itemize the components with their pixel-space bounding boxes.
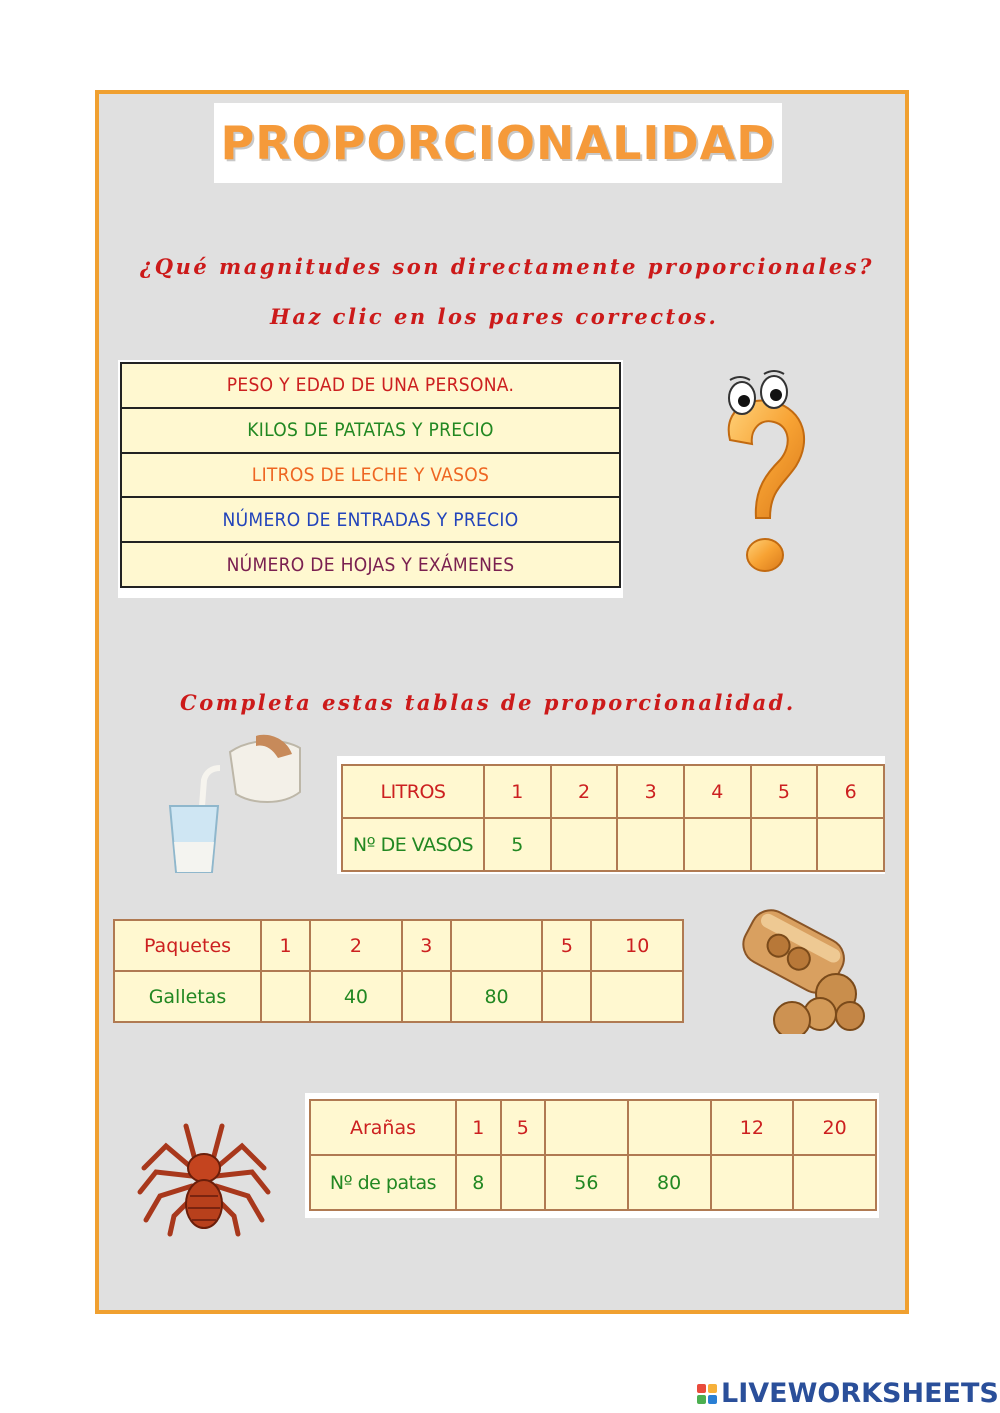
table-cell[interactable] (545, 1100, 628, 1155)
table-cell[interactable] (591, 971, 683, 1022)
table-header-cell: Arañas (310, 1100, 456, 1155)
liveworksheets-logo[interactable] (697, 1378, 999, 1409)
table-header-cell: Galletas (114, 971, 261, 1022)
table-spiders (309, 1099, 877, 1211)
table-header-cell: Paquetes (114, 920, 261, 971)
milk-pour-icon (160, 732, 308, 878)
table-header-cell: LITROS (342, 765, 484, 818)
table-cell[interactable] (261, 971, 310, 1022)
table-cell[interactable] (402, 971, 451, 1022)
logo-mark-icon (697, 1384, 717, 1404)
table-cell[interactable] (551, 818, 618, 871)
table-cell[interactable]: 56 (545, 1155, 628, 1210)
table-cell[interactable]: 40 (310, 971, 401, 1022)
table-instruction: Completa estas tablas de proporcionalidad. (180, 690, 796, 715)
table-cell[interactable] (793, 1155, 876, 1210)
table-cookies (113, 919, 684, 1023)
table-cell[interactable] (684, 818, 751, 871)
table-cell[interactable] (617, 818, 684, 871)
table-milk (341, 764, 885, 872)
table-cell[interactable]: 6 (817, 765, 884, 818)
table-cell[interactable]: 1 (456, 1100, 501, 1155)
table-cell[interactable] (542, 971, 591, 1022)
pair-option[interactable]: NÚMERO DE ENTRADAS Y PRECIO (120, 496, 621, 543)
table-cell[interactable]: 5 (751, 765, 818, 818)
cookies-icon (718, 902, 870, 1034)
logo-text: LIVEWORKSHEETS (721, 1378, 999, 1409)
table-cell[interactable]: 2 (310, 920, 401, 971)
pair-option[interactable]: NÚMERO DE HOJAS Y EXÁMENES (120, 541, 621, 588)
table-cell[interactable] (451, 920, 542, 971)
table-cell[interactable] (751, 818, 818, 871)
question-mark-icon (712, 368, 822, 578)
table-cell[interactable]: 1 (261, 920, 310, 971)
table-cell[interactable]: 5 (484, 818, 551, 871)
table-header-cell: Nº de patas (310, 1155, 456, 1210)
pairs-list (118, 360, 623, 598)
table-cell[interactable]: 20 (793, 1100, 876, 1155)
question-text: ¿Qué magnitudes son directamente proporcionales? (140, 254, 874, 279)
table-cell[interactable]: 8 (456, 1155, 501, 1210)
table-cell[interactable] (711, 1155, 794, 1210)
table-cell[interactable]: 80 (628, 1155, 711, 1210)
pair-option[interactable]: PESO Y EDAD DE UNA PERSONA. (120, 362, 621, 409)
table-cell[interactable]: 5 (542, 920, 591, 971)
table-cell[interactable]: 10 (591, 920, 683, 971)
table-cell[interactable]: 3 (617, 765, 684, 818)
table-cell[interactable]: 3 (402, 920, 451, 971)
table-cell[interactable]: 80 (451, 971, 542, 1022)
pair-option[interactable]: LITROS DE LECHE Y VASOS (120, 452, 621, 499)
title-banner (214, 103, 782, 183)
table-cell[interactable]: 1 (484, 765, 551, 818)
table-cell[interactable] (817, 818, 884, 871)
table-cell[interactable] (628, 1100, 711, 1155)
table-cell[interactable]: 5 (501, 1100, 546, 1155)
table-cell[interactable] (501, 1155, 546, 1210)
page-title: PROPORCIONALIDAD (220, 116, 776, 170)
instruction-text: Haz clic en los pares correctos. (270, 304, 719, 329)
table-cell[interactable]: 4 (684, 765, 751, 818)
table-cell[interactable]: 2 (551, 765, 618, 818)
table-cell[interactable]: 12 (711, 1100, 794, 1155)
spider-icon (136, 1116, 272, 1238)
pair-option[interactable]: KILOS DE PATATAS Y PRECIO (120, 407, 621, 454)
table-header-cell: Nº DE VASOS (342, 818, 484, 871)
